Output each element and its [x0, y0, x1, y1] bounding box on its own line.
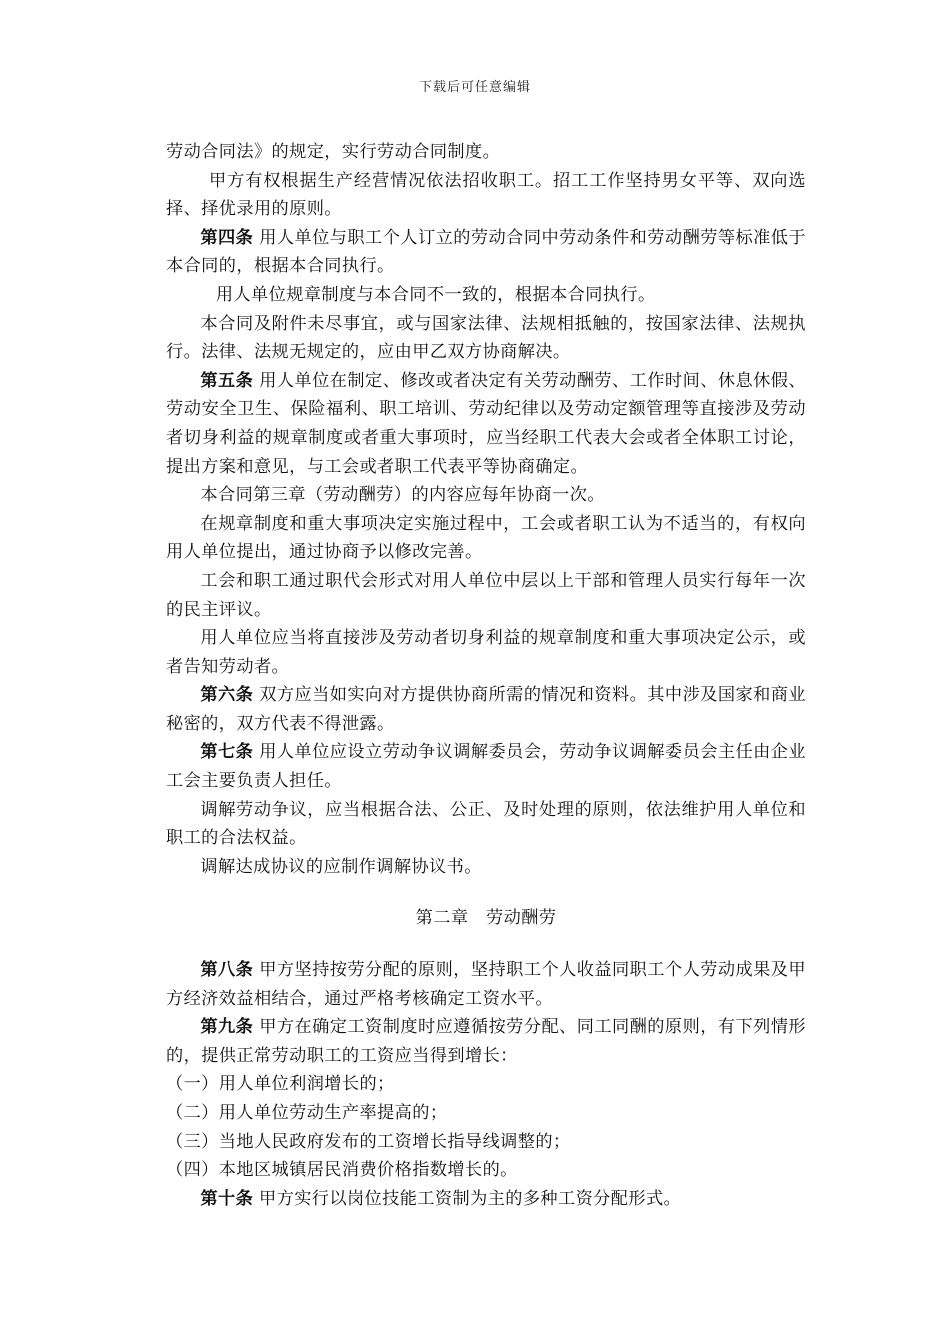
paragraph: 甲方有权根据生产经营情况依法招收职工。招工工作坚持男女平等、双向选择、择优录用的原则。	[166, 170, 806, 220]
paragraph: 在规章制度和重大事项决定实施过程中，工会或者职工认为不适当的，有权向用人单位提出，通过协商予以修改完善。	[166, 513, 806, 563]
paragraph: 工会和职工通过职代会形式对用人单位中层以上干部和管理人员实行每年一次的民主评议。	[166, 570, 806, 620]
article-title: 第九条	[200, 1017, 254, 1038]
article-text: 用人单位应设立劳动争议调解委员会，劳动争议调解委员会主任由企业工会主要负责人担任。	[166, 742, 806, 792]
article-9	[166, 1013, 806, 1070]
document-body	[166, 138, 806, 1213]
article-title: 第五条	[200, 370, 254, 391]
article-text: 双方应当如实向对方提供协商所需的情况和资料。其中涉及国家和商业秘密的，双方代表不得泄露。	[166, 685, 806, 734]
article-8	[166, 956, 806, 1013]
paragraph-continuation: 劳动合同法》的规定，实行劳动合同制度。	[166, 142, 501, 162]
article-text: 甲方在确定工资制度时应遵循按劳分配、同工同酬的原则，有下列情形的，提供正常劳动职工的工资应当得到增长：	[166, 1017, 806, 1066]
article-text: 用人单位在制定、修改或者决定有关劳动酬劳、工作时间、休息休假、劳动安全卫生、保险福利、职工培训、劳动纪律以及劳动定额管理等直接涉及劳动者切身利益的规章制度或者重大事项时，应当经职工代表大会或者全体职工讨论，提出方案和意见，与工会或者职工代表平等协商确定。	[166, 370, 806, 477]
article-title: 第六条	[200, 685, 254, 706]
article-title: 第八条	[200, 960, 254, 981]
paragraph: 用人单位应当将直接涉及劳动者切身利益的规章制度和重大事项决定公示，或者告知劳动者。	[166, 628, 806, 677]
article-title: 第四条	[200, 227, 254, 248]
article-title: 第十条	[200, 1188, 254, 1209]
list-item: （一）用人单位利润增长的；	[166, 1074, 395, 1095]
article-6	[166, 681, 806, 738]
paragraph: 调解劳动争议，应当根据合法、公正、及时处理的原则，依法维护用人单位和职工的合法权益。	[166, 799, 806, 849]
paragraph: 本合同及附件未尽事宜，或与国家法律、法规相抵触的，按国家法律、法规执行。法律、法规无规定的，应由甲乙双方协商解决。	[166, 313, 806, 363]
list-item: （二）用人单位劳动生产率提高的；	[166, 1103, 448, 1123]
article-10	[166, 1185, 806, 1214]
article-4	[166, 224, 806, 281]
paragraph: 本合同第三章（劳动酬劳）的内容应每年协商一次。	[200, 485, 605, 506]
chapter-heading: 第二章 劳动酬劳	[415, 908, 557, 929]
list-item: （三）当地人民政府发布的工资增长指导线调整的；	[166, 1131, 571, 1152]
article-text: 甲方实行以岗位技能工资制为主的多种工资分配形式。	[253, 1188, 682, 1209]
article-5	[166, 367, 806, 481]
list-item: （四）本地区城镇居民消费价格指数增长的。	[166, 1160, 518, 1181]
article-text: 甲方坚持按劳分配的原则，坚持职工个人收益同职工个人劳动成果及甲方经济效益相结合，通过严格考核确定工资水平。	[166, 960, 806, 1009]
paragraph: 调解达成协议的应制作调解协议书。	[200, 856, 482, 877]
article-text: 用人单位与职工个人订立的劳动合同中劳动条件和劳动酬劳等标准低于本合同的，根据本合同执行。	[166, 227, 806, 277]
article-7	[166, 738, 806, 795]
paragraph: 用人单位规章制度与本合同不一致的，根据本合同执行。	[215, 284, 656, 305]
page-header: 下载后可任意编辑	[418, 80, 531, 95]
article-title: 第七条	[200, 742, 254, 763]
